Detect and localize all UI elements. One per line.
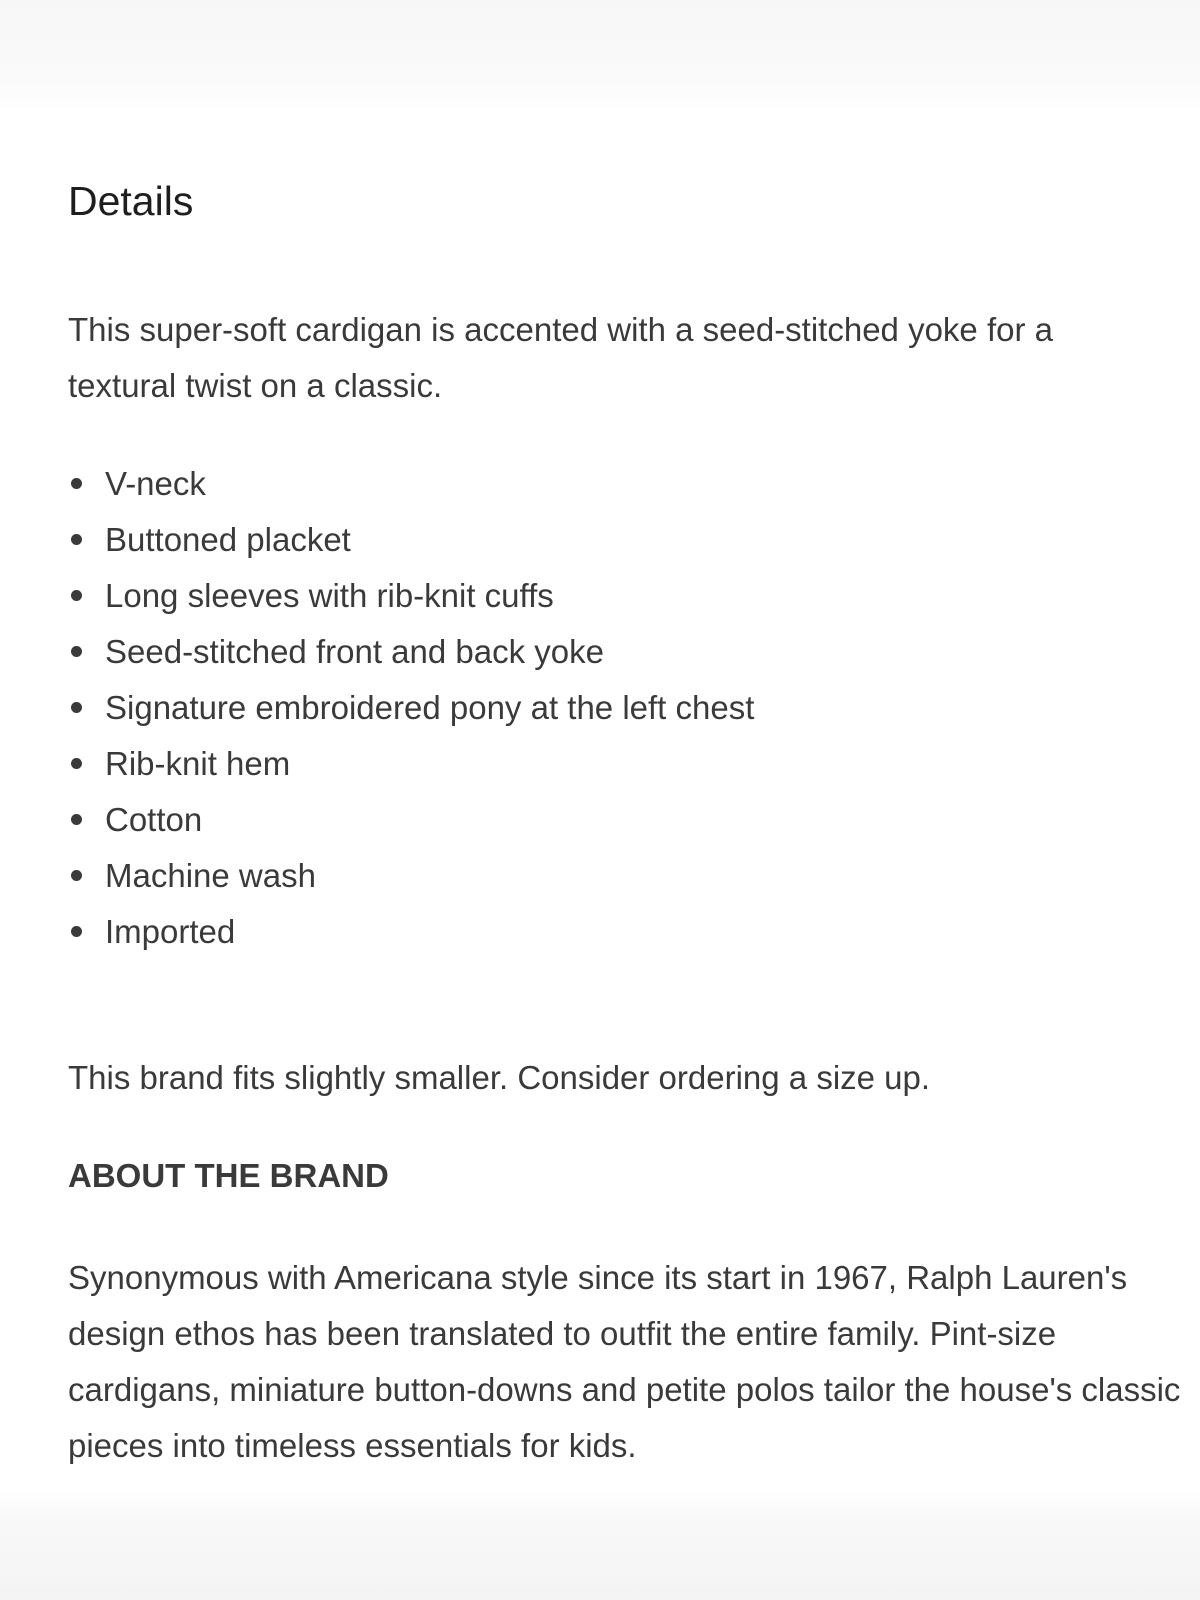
feature-item	[68, 792, 754, 848]
bullet-icon	[71, 534, 82, 545]
bullet-icon	[71, 870, 82, 881]
feature-text: Signature embroidered pony at the left chest	[105, 689, 755, 726]
bullet-icon	[71, 478, 82, 489]
feature-text: Buttoned placket	[105, 521, 351, 558]
fit-note: This brand fits slightly smaller. Consider ordering a size up.	[68, 1059, 931, 1096]
about-brand-heading: ABOUT THE BRAND	[68, 1157, 389, 1194]
bullet-icon	[71, 814, 82, 825]
feature-text: Seed-stitched front and back yoke	[105, 633, 604, 670]
bullet-icon	[71, 646, 82, 657]
feature-item	[68, 904, 754, 960]
product-description: This super-soft cardigan is accented with a seed-stitched yoke for a textural twist on a classic.	[68, 311, 1053, 404]
feature-text: Long sleeves with rib-knit cuffs	[105, 577, 554, 614]
feature-text: Rib-knit hem	[105, 745, 291, 782]
bullet-icon	[71, 926, 82, 937]
bullet-icon	[71, 590, 82, 601]
top-fade	[0, 0, 1200, 112]
feature-item	[68, 848, 754, 904]
bullet-icon	[71, 702, 82, 713]
feature-item	[68, 456, 754, 512]
bottom-fade	[0, 1490, 1200, 1600]
bullet-icon	[71, 758, 82, 769]
feature-text: V-neck	[105, 465, 206, 502]
details-title: Details	[68, 178, 194, 224]
feature-text: Machine wash	[105, 857, 316, 894]
feature-item	[68, 512, 754, 568]
feature-text: Cotton	[105, 801, 203, 838]
feature-text: Imported	[105, 913, 236, 950]
feature-item	[68, 680, 754, 736]
feature-item	[68, 624, 754, 680]
feature-list	[68, 456, 754, 960]
about-brand-text: Synonymous with Americana style since its start in 1967, Ralph Lauren's design ethos has been translated to outfit the entire family. Pint-size cardigans, miniature button-downs and petite polos tailor the house's classic pieces into timeless essentials for kids.	[68, 1259, 1181, 1464]
feature-item	[68, 736, 754, 792]
feature-item	[68, 568, 754, 624]
